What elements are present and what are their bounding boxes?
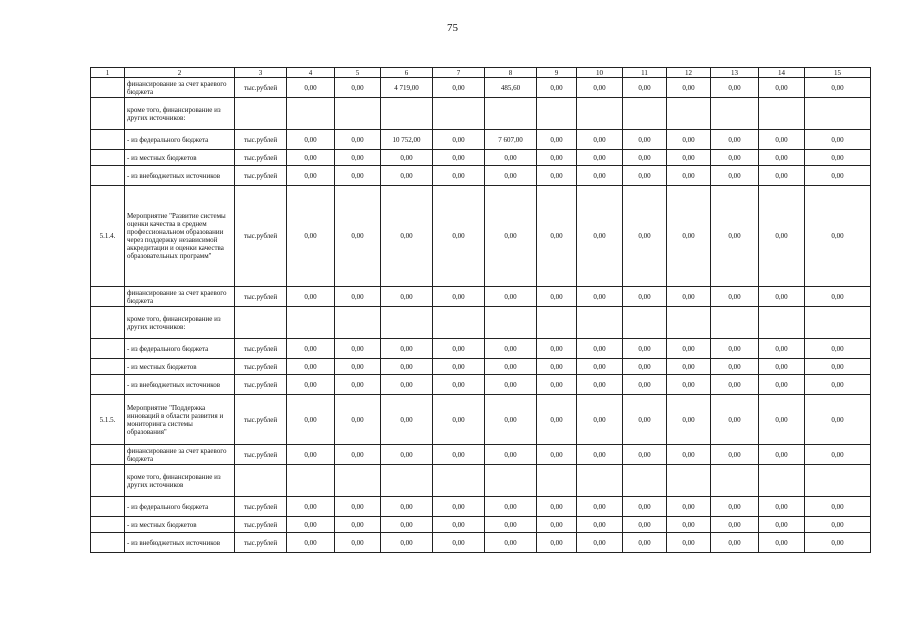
row-code [91,375,125,395]
value-cell [759,98,805,130]
row-unit: тыс.рублей [235,339,287,359]
value-cell: 0,00 [711,150,759,166]
value-cell: 0,00 [537,287,577,307]
value-cell: 0,00 [485,186,537,287]
value-cell: 0,00 [805,497,871,517]
value-cell: 0,00 [287,130,335,150]
value-cell: 0,00 [537,186,577,287]
value-cell: 485,60 [485,78,537,98]
value-cell [381,307,433,339]
value-cell [805,98,871,130]
value-cell: 0,00 [381,339,433,359]
value-cell: 0,00 [335,395,381,445]
value-cell: 0,00 [667,395,711,445]
value-cell: 0,00 [335,186,381,287]
row-description: - из федерального бюджета [125,497,235,517]
value-cell: 0,00 [711,497,759,517]
value-cell: 0,00 [577,533,623,553]
value-cell: 0,00 [381,533,433,553]
value-cell: 0,00 [433,78,485,98]
value-cell [485,98,537,130]
value-cell: 0,00 [577,445,623,465]
value-cell: 0,00 [623,395,667,445]
column-header: 3 [235,68,287,78]
value-cell [485,307,537,339]
value-cell: 0,00 [335,130,381,150]
value-cell: 0,00 [335,78,381,98]
value-cell: 0,00 [433,445,485,465]
value-cell: 0,00 [759,166,805,186]
value-cell: 0,00 [759,339,805,359]
value-cell: 0,00 [711,78,759,98]
value-cell: 0,00 [381,497,433,517]
value-cell: 0,00 [335,150,381,166]
value-cell: 0,00 [485,359,537,375]
value-cell: 0,00 [805,517,871,533]
row-description: Мероприятие "Развитие системы оценки качества в среднем профессиональном образовании через поддержку независимой аккредитации и оценки качества образовательных программ" [125,186,235,287]
value-cell [335,98,381,130]
value-cell: 0,00 [759,359,805,375]
value-cell: 0,00 [759,375,805,395]
value-cell: 0,00 [623,445,667,465]
value-cell: 0,00 [711,339,759,359]
value-cell [335,465,381,497]
table-row [91,287,871,307]
value-cell: 0,00 [805,78,871,98]
row-unit: тыс.рублей [235,395,287,445]
table-row [91,339,871,359]
value-cell: 0,00 [335,359,381,375]
row-description: кроме того, финансирование из других источников [125,465,235,497]
value-cell: 0,00 [805,395,871,445]
row-code: 5.1.4. [91,186,125,287]
value-cell: 0,00 [537,497,577,517]
value-cell: 7 607,00 [485,130,537,150]
value-cell: 0,00 [381,150,433,166]
value-cell: 0,00 [537,445,577,465]
value-cell: 0,00 [711,166,759,186]
value-cell: 0,00 [805,130,871,150]
value-cell: 0,00 [433,497,485,517]
value-cell [667,307,711,339]
value-cell: 0,00 [711,130,759,150]
value-cell: 0,00 [335,339,381,359]
column-header: 7 [433,68,485,78]
row-description: кроме того, финансирование из других источников: [125,307,235,339]
value-cell: 0,00 [805,445,871,465]
value-cell: 0,00 [667,186,711,287]
row-code [91,533,125,553]
value-cell: 0,00 [577,186,623,287]
row-unit: тыс.рублей [235,150,287,166]
row-unit [235,98,287,130]
table-row [91,445,871,465]
row-description: - из федерального бюджета [125,339,235,359]
row-description: финансирование за счет краевого бюджета [125,445,235,465]
value-cell: 0,00 [667,517,711,533]
row-description: - из местных бюджетов [125,517,235,533]
value-cell: 0,00 [805,375,871,395]
value-cell [381,98,433,130]
value-cell [287,98,335,130]
value-cell [759,465,805,497]
value-cell [537,465,577,497]
value-cell: 0,00 [805,166,871,186]
value-cell: 0,00 [759,287,805,307]
value-cell: 0,00 [711,445,759,465]
page-number: 75 [447,22,458,34]
value-cell [805,465,871,497]
row-unit: тыс.рублей [235,78,287,98]
row-description: Мероприятие "Поддержка инноваций в области развития и мониторинга системы образования" [125,395,235,445]
value-cell: 0,00 [759,517,805,533]
row-unit: тыс.рублей [235,445,287,465]
value-cell [623,465,667,497]
value-cell: 0,00 [667,287,711,307]
column-header: 9 [537,68,577,78]
value-cell [711,98,759,130]
value-cell: 0,00 [485,166,537,186]
column-header: 4 [287,68,335,78]
value-cell: 0,00 [287,359,335,375]
value-cell: 0,00 [433,375,485,395]
value-cell: 0,00 [623,359,667,375]
table-row [91,150,871,166]
value-cell: 0,00 [623,497,667,517]
value-cell: 0,00 [577,375,623,395]
value-cell: 0,00 [623,375,667,395]
value-cell [335,307,381,339]
value-cell: 0,00 [623,287,667,307]
value-cell [433,465,485,497]
value-cell: 0,00 [433,533,485,553]
column-header: 8 [485,68,537,78]
value-cell: 0,00 [433,287,485,307]
budget-table [90,67,871,553]
value-cell: 0,00 [537,533,577,553]
value-cell: 0,00 [287,186,335,287]
value-cell [287,465,335,497]
row-code [91,166,125,186]
value-cell [485,465,537,497]
row-unit [235,465,287,497]
value-cell: 0,00 [537,395,577,445]
value-cell [623,307,667,339]
value-cell: 0,00 [711,517,759,533]
table-row [91,517,871,533]
row-code [91,150,125,166]
value-cell: 0,00 [711,395,759,445]
value-cell: 0,00 [433,186,485,287]
value-cell: 0,00 [485,445,537,465]
value-cell: 4 719,00 [381,78,433,98]
value-cell: 0,00 [711,186,759,287]
value-cell [623,98,667,130]
value-cell: 0,00 [667,445,711,465]
value-cell: 0,00 [711,533,759,553]
value-cell: 0,00 [485,287,537,307]
value-cell: 0,00 [623,186,667,287]
value-cell: 0,00 [335,166,381,186]
value-cell: 0,00 [577,497,623,517]
value-cell: 0,00 [667,339,711,359]
value-cell: 0,00 [805,533,871,553]
value-cell: 0,00 [805,287,871,307]
row-code [91,307,125,339]
column-header: 10 [577,68,623,78]
value-cell [667,465,711,497]
value-cell: 0,00 [623,339,667,359]
value-cell: 0,00 [287,497,335,517]
row-code [91,445,125,465]
column-header: 15 [805,68,871,78]
value-cell [537,307,577,339]
column-header: 5 [335,68,381,78]
value-cell: 0,00 [485,395,537,445]
value-cell: 0,00 [623,166,667,186]
value-cell: 0,00 [433,166,485,186]
value-cell: 0,00 [381,395,433,445]
value-cell: 0,00 [381,445,433,465]
value-cell: 0,00 [805,339,871,359]
value-cell: 0,00 [577,339,623,359]
row-description: - из местных бюджетов [125,150,235,166]
value-cell: 0,00 [667,375,711,395]
row-unit: тыс.рублей [235,287,287,307]
value-cell: 0,00 [667,130,711,150]
row-code [91,359,125,375]
value-cell: 0,00 [537,78,577,98]
value-cell [433,307,485,339]
value-cell: 0,00 [335,533,381,553]
row-description: - из местных бюджетов [125,359,235,375]
value-cell: 0,00 [577,359,623,375]
value-cell: 0,00 [287,517,335,533]
row-unit: тыс.рублей [235,375,287,395]
value-cell: 0,00 [577,287,623,307]
table-row [91,465,871,497]
value-cell: 0,00 [711,375,759,395]
column-header: 11 [623,68,667,78]
row-unit: тыс.рублей [235,186,287,287]
value-cell: 0,00 [287,445,335,465]
value-cell: 0,00 [667,150,711,166]
value-cell: 0,00 [381,359,433,375]
table-row [91,98,871,130]
value-cell: 0,00 [711,287,759,307]
row-unit: тыс.рублей [235,533,287,553]
value-cell: 0,00 [537,375,577,395]
value-cell: 0,00 [805,186,871,287]
row-description: финансирование за счет краевого бюджета [125,78,235,98]
value-cell: 0,00 [485,339,537,359]
value-cell: 0,00 [759,78,805,98]
value-cell: 0,00 [759,130,805,150]
value-cell: 0,00 [381,186,433,287]
table-row [91,533,871,553]
value-cell: 0,00 [287,395,335,445]
value-cell: 0,00 [433,339,485,359]
value-cell: 0,00 [537,150,577,166]
value-cell: 0,00 [381,517,433,533]
value-cell: 0,00 [335,375,381,395]
value-cell [805,307,871,339]
row-unit [235,307,287,339]
value-cell: 0,00 [759,445,805,465]
value-cell: 0,00 [537,130,577,150]
value-cell [667,98,711,130]
row-code [91,339,125,359]
row-unit: тыс.рублей [235,166,287,186]
value-cell: 0,00 [287,78,335,98]
row-unit: тыс.рублей [235,497,287,517]
value-cell [433,98,485,130]
value-cell: 0,00 [485,497,537,517]
value-cell: 0,00 [335,497,381,517]
value-cell: 0,00 [287,339,335,359]
value-cell: 0,00 [667,78,711,98]
column-header: 2 [125,68,235,78]
row-code [91,465,125,497]
value-cell [759,307,805,339]
value-cell: 0,00 [485,375,537,395]
value-cell: 0,00 [287,150,335,166]
row-unit: тыс.рублей [235,130,287,150]
value-cell: 0,00 [485,533,537,553]
value-cell: 0,00 [433,130,485,150]
table-row [91,186,871,287]
value-cell: 0,00 [667,359,711,375]
value-cell: 0,00 [381,166,433,186]
row-code [91,98,125,130]
value-cell: 0,00 [381,375,433,395]
value-cell: 0,00 [623,517,667,533]
value-cell: 0,00 [577,78,623,98]
value-cell: 0,00 [577,130,623,150]
value-cell: 0,00 [335,287,381,307]
value-cell: 0,00 [667,166,711,186]
value-cell: 0,00 [537,166,577,186]
value-cell: 0,00 [537,359,577,375]
value-cell: 0,00 [537,517,577,533]
value-cell: 0,00 [759,150,805,166]
value-cell: 0,00 [433,150,485,166]
value-cell: 0,00 [381,287,433,307]
value-cell: 0,00 [667,533,711,553]
value-cell: 0,00 [335,445,381,465]
value-cell: 0,00 [759,533,805,553]
value-cell: 0,00 [711,359,759,375]
value-cell: 0,00 [537,339,577,359]
value-cell: 0,00 [287,287,335,307]
row-code [91,287,125,307]
value-cell: 0,00 [667,497,711,517]
value-cell: 0,00 [623,130,667,150]
value-cell: 0,00 [577,166,623,186]
column-header: 1 [91,68,125,78]
row-code [91,497,125,517]
table-row [91,375,871,395]
value-cell [287,307,335,339]
row-description: - из внебюджетных источников [125,375,235,395]
column-header: 13 [711,68,759,78]
row-description: кроме того, финансирование из других источников: [125,98,235,130]
table-row [91,395,871,445]
value-cell: 0,00 [805,359,871,375]
row-description: - из внебюджетных источников [125,166,235,186]
column-header: 14 [759,68,805,78]
header-row [91,68,871,78]
table-row [91,166,871,186]
value-cell: 0,00 [485,517,537,533]
value-cell [577,98,623,130]
value-cell [537,98,577,130]
row-description: - из внебюджетных источников [125,533,235,553]
value-cell: 0,00 [623,150,667,166]
value-cell: 0,00 [433,359,485,375]
table-body [91,78,871,553]
value-cell: 0,00 [485,150,537,166]
table-row [91,359,871,375]
value-cell [577,307,623,339]
value-cell: 0,00 [759,497,805,517]
value-cell: 0,00 [759,395,805,445]
value-cell: 0,00 [577,150,623,166]
value-cell: 0,00 [623,78,667,98]
table-row [91,78,871,98]
value-cell [577,465,623,497]
value-cell: 0,00 [805,150,871,166]
row-unit: тыс.рублей [235,359,287,375]
value-cell [711,465,759,497]
table-row [91,307,871,339]
value-cell: 0,00 [287,166,335,186]
column-header: 12 [667,68,711,78]
value-cell [711,307,759,339]
value-cell: 0,00 [433,517,485,533]
row-unit: тыс.рублей [235,517,287,533]
row-code [91,78,125,98]
row-description: - из федерального бюджета [125,130,235,150]
column-header: 6 [381,68,433,78]
value-cell: 0,00 [623,533,667,553]
table-row [91,497,871,517]
value-cell: 10 752,00 [381,130,433,150]
table-row [91,130,871,150]
value-cell: 0,00 [433,395,485,445]
value-cell: 0,00 [287,375,335,395]
value-cell: 0,00 [287,533,335,553]
value-cell: 0,00 [577,395,623,445]
value-cell [381,465,433,497]
value-cell: 0,00 [759,186,805,287]
value-cell: 0,00 [335,517,381,533]
row-code [91,130,125,150]
row-code: 5.1.5. [91,395,125,445]
row-description: финансирование за счет краевого бюджета [125,287,235,307]
value-cell: 0,00 [577,517,623,533]
row-code [91,517,125,533]
